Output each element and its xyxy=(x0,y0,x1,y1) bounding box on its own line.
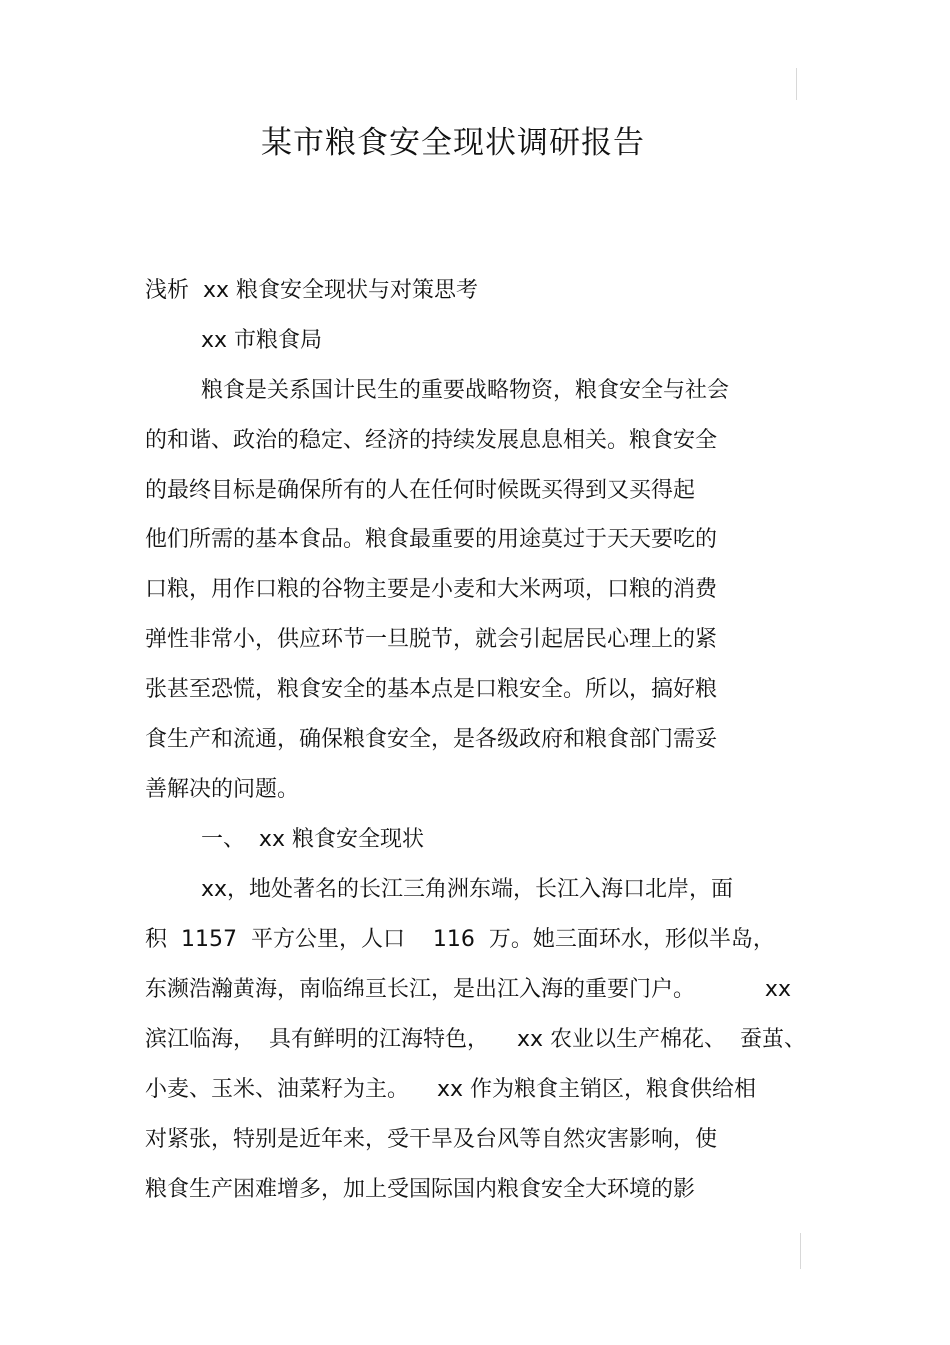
subtitle-line: 浅析 xx 粮食安全现状与对策思考 xyxy=(145,278,479,303)
body-line: 积 1157 平方公里，人口 116 万。她三面环水，形似半岛， xyxy=(145,927,775,952)
body-line: 的和谐、政治的稳定、经济的持续发展息息相关。粮食安全 xyxy=(145,428,718,453)
body-line: 粮食是关系国计民生的重要战略物资，粮食安全与社会 xyxy=(145,378,729,403)
body-line: 他们所需的基本食品。粮食最重要的用途莫过于天天要吃的 xyxy=(145,527,718,552)
body-line: 的最终目标是确保所有的人在任何时候既买得到又买得起 xyxy=(145,478,696,503)
body-line: 口粮，用作口粮的谷物主要是小麦和大米两项，口粮的消费 xyxy=(145,577,718,602)
body-line: 滨江临海， 具有鲜明的江海特色， xx 农业以生产棉花、 蚕茧、 xyxy=(145,1027,806,1052)
page-title: 某市粮食安全现状调研报告 xyxy=(261,125,645,161)
section-heading: 一、 xx 粮食安全现状 xyxy=(145,827,424,852)
body-line: 粮食生产困难增多，加上受国际国内粮食安全大环境的影 xyxy=(145,1177,696,1202)
body-line: 善解决的问题。 xyxy=(145,777,300,802)
body-line: 弹性非常小，供应环节一旦脱节，就会引起居民心理上的紧 xyxy=(145,627,718,652)
body-line: 张甚至恐慌，粮食安全的基本点是口粮安全。所以，搞好粮 xyxy=(145,677,718,702)
page-edge-mark xyxy=(796,68,797,100)
body-line: 东濒浩瀚黄海，南临绵亘长江，是出江入海的重要门户。 xx xyxy=(145,977,791,1002)
body-line: 食生产和流通，确保粮食安全，是各级政府和粮食部门需妥 xyxy=(145,727,718,752)
page-edge-mark xyxy=(800,1233,801,1269)
author-line: xx 市粮食局 xyxy=(145,328,322,353)
body-line: 对紧张，特别是近年来，受干旱及台风等自然灾害影响，使 xyxy=(145,1127,718,1152)
body-line: xx，地处著名的长江三角洲东端，长江入海口北岸，面 xyxy=(145,877,733,902)
body-line: 小麦、玉米、油菜籽为主。 xx 作为粮食主销区，粮食供给相 xyxy=(145,1077,757,1102)
